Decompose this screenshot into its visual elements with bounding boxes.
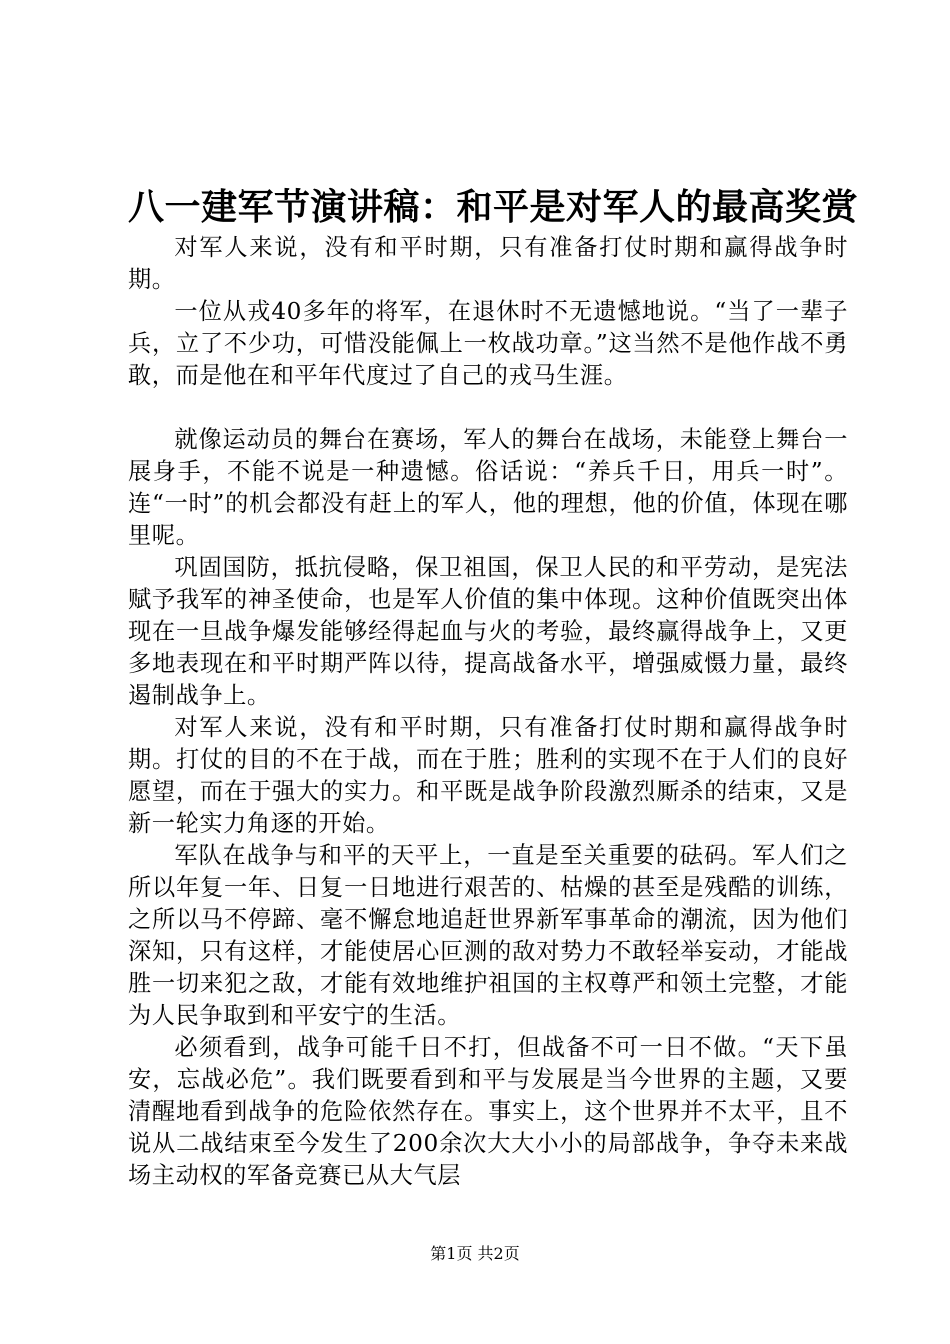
- paragraph: 巩固国防，抵抗侵略，保卫祖国，保卫人民的和平劳动，是宪法赋予我军的神圣使命，也是军人价值的集中体现。这种价值既突出体现在一旦战争爆发能够经得起血与火的考验，最终赢得战争上，又更多地表现在和平时期严阵以待，提高战备水平，增强威慑力量，最终遏制战争上。: [128, 554, 848, 709]
- paragraph: 一位从戎40多年的将军，在退休时不无遗憾地说。“当了一辈子兵，立了不少功，可惜没能佩上一枚战功章。”这当然不是他作战不勇敢，而是他在和平年代度过了自己的戎马生涯。: [128, 298, 848, 389]
- paragraph: 对军人来说，没有和平时期，只有准备打仗时期和赢得战争时期。打仗的目的不在于战，而在于胜；胜利的实现不在于人们的良好愿望，而在于强大的实力。和平既是战争阶段激烈厮杀的结束，又是新一轮实力角逐的开始。: [128, 714, 848, 837]
- paragraph: 对军人来说，没有和平时期，只有准备打仗时期和赢得战争时期。: [128, 234, 848, 293]
- page-number: 第1页 共2页: [430, 1244, 520, 1263]
- paragraph: 就像运动员的舞台在赛场，军人的舞台在战场，未能登上舞台一展身手，不能不说是一种遗憾。俗话说：“养兵千日，用兵一时”。连“一时”的机会都没有赶上的军人，他的理想，他的价值，体现在哪里呢。: [128, 426, 848, 549]
- document-body: [128, 232, 848, 1192]
- document-title: 八一建军节演讲稿：和平是对军人的最高奖赏: [128, 186, 859, 228]
- paragraph: 军队在战争与和平的天平上，一直是至关重要的砝码。军人们之所以年复一年、日复一日地进行艰苦的、枯燥的甚至是残酷的训练，之所以马不停蹄、毫不懈怠地追赶世界新军事革命的潮流，因为他们深知，只有这样，才能使居心叵测的敌对势力不敢轻举妄动，才能战胜一切来犯之敌，才能有效地维护祖国的主权尊严和领土完整，才能为人民争取到和平安宁的生活。: [128, 842, 848, 1029]
- paragraph: 必须看到，战争可能千日不打，但战备不可一日不做。“天下虽安，忘战必危”。我们既要看到和平与发展是当今世界的主题，又要清醒地看到战争的危险依然存在。事实上，这个世界并不太平，且不说从二战结束至今发生了200余次大大小小的局部战争，争夺未来战场主动权的军备竞赛已从大气层: [128, 1034, 848, 1189]
